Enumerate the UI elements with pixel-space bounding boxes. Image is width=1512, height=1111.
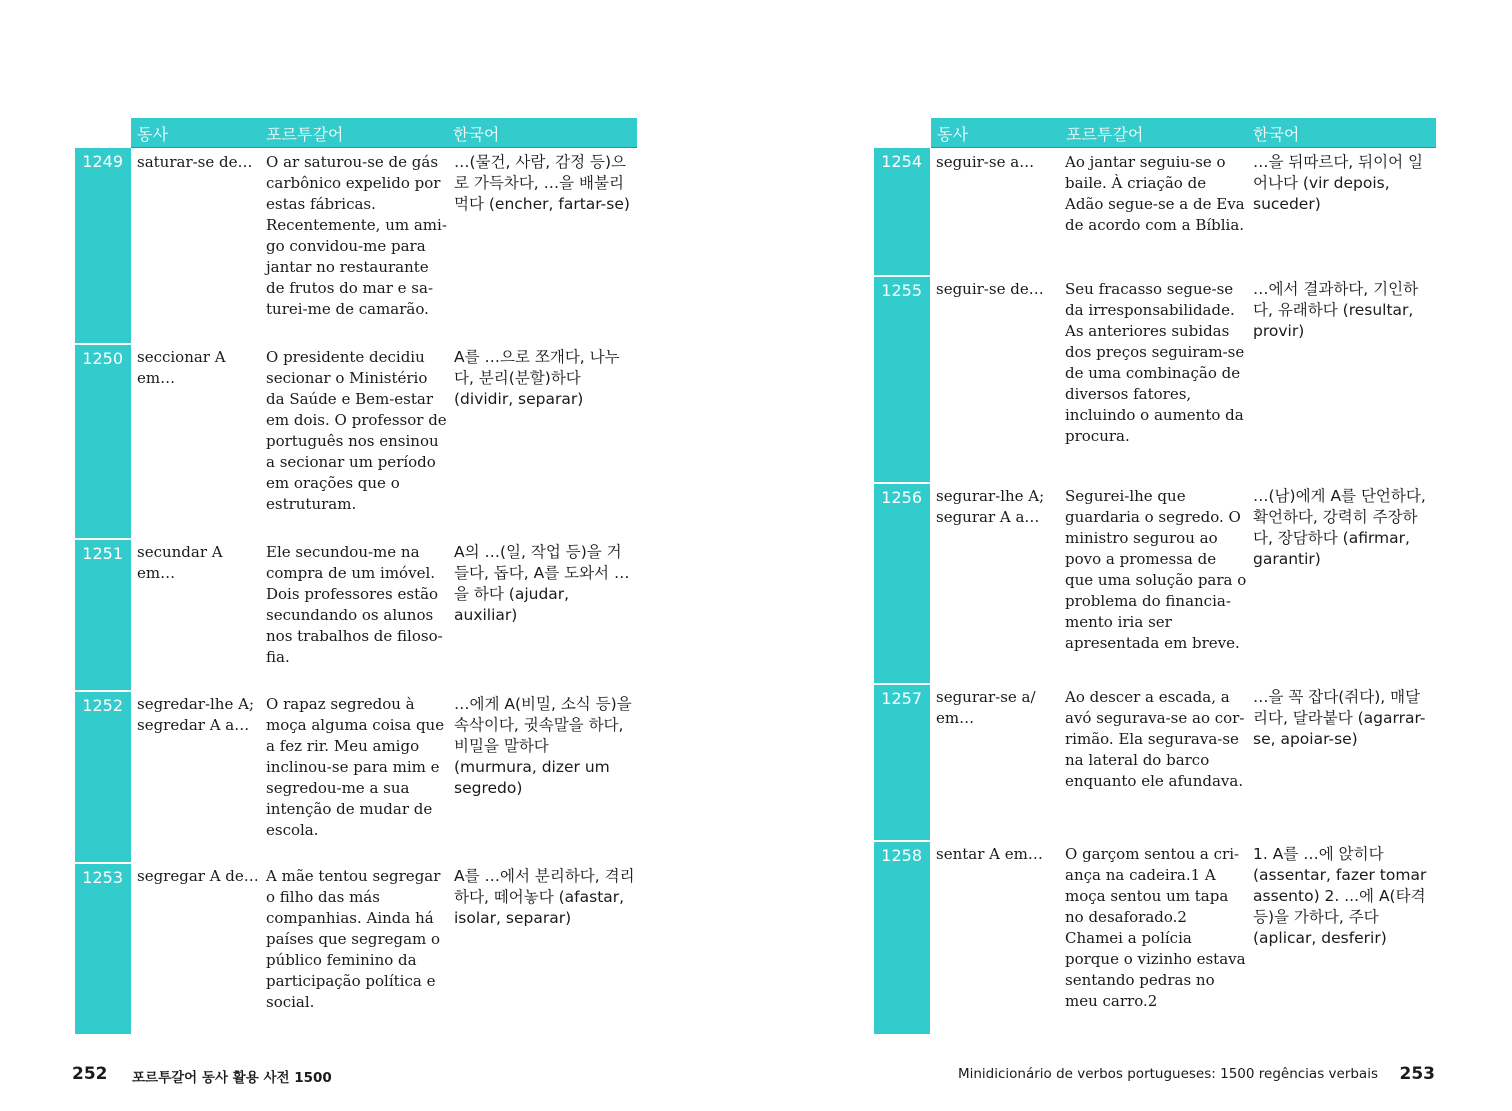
- entry-korean: …(남)에게 A를 단언하다, 확언하다, 강력히 주장하다, 장담하다 (afirmar, garantir): [1253, 487, 1426, 568]
- entry-verb: segurar-se a/ em…: [936, 688, 1036, 727]
- entry-number: 1258: [881, 846, 922, 865]
- entry-row: [75, 343, 637, 538]
- entry-example: Ao jantar seguiu-se o baile. À criação de Adão segue-se a de Eva de acordo com a Bíblia.: [1065, 153, 1245, 234]
- entry-number-cell: [874, 482, 930, 683]
- entry-example: A mãe tentou segregar o filho das más companhias. Ainda há países que segregam o público feminino da participação política e social.: [266, 867, 441, 1011]
- entry-korean: A를 …으로 쪼개다, 나누다, 분리(분할)하다 (dividir, separar): [454, 348, 620, 408]
- entry-number: 1256: [881, 488, 922, 507]
- entry-row: [874, 148, 1436, 275]
- entry-example: Seu fracasso segue-se da irresponsabilidade. As anteriores subidas dos preços seguiram-se de uma combinação de diversos fatores, incluindo o aumento da procura.: [1065, 280, 1245, 445]
- entry-verb: segredar-lhe A; segredar A a…: [137, 695, 254, 734]
- entry-number-cell: [874, 840, 930, 1034]
- entry-example: O presidente decidiu secionar o Ministério da Saúde e Bem-estar em dois. O professor de português nos ensinou a secionar um período em orações que o estruturam.: [266, 348, 447, 513]
- header-portuguese: 포르투갈어: [266, 125, 344, 144]
- entry-row: [75, 538, 637, 690]
- entry-number-cell: [75, 538, 131, 690]
- entry-row: [75, 690, 637, 862]
- entry-verb: seguir-se a…: [936, 153, 1035, 171]
- entry-number: 1255: [881, 281, 922, 300]
- entry-number: 1249: [82, 152, 123, 171]
- entry-number-cell: [874, 275, 930, 482]
- book-title: Minidicionário de verbos portugueses: 1500 regências verbais: [957, 1066, 1378, 1082]
- table-header: [931, 118, 1436, 148]
- entry-korean: …을 뒤따르다, 뒤이어 일어나다 (vir depois, suceder): [1253, 153, 1423, 213]
- entry-verb: secundar A em…: [137, 543, 223, 582]
- entry-row: [874, 840, 1436, 1034]
- entry-korean: …(물건, 사람, 감정 등)으로 가득차다, …을 배불리 먹다 (encher, fartar-se): [454, 153, 630, 213]
- entry-number: 1252: [82, 696, 123, 715]
- entry-example: O rapaz segredou à moça alguma coisa que a fez rir. Meu amigo inclinou-se para mim e segredou-me a sua intenção de mudar de escola.: [266, 695, 445, 839]
- entry-row: [75, 148, 637, 343]
- header-korean: 한국어: [453, 125, 500, 144]
- header-verb: 동사: [137, 125, 168, 144]
- entry-table: [75, 148, 637, 1034]
- entry-number: 1254: [881, 152, 922, 171]
- entry-row: [874, 275, 1436, 482]
- entry-number: 1251: [82, 544, 123, 563]
- entry-verb: saturar-se de…: [137, 153, 253, 171]
- entry-example: O garçom sentou a criança na cadeira.1 A moça sentou um tapa no desaforado.2 Chamei a polícia porque o vizinho estava sentando pedras no meu carro.2: [1065, 845, 1246, 1010]
- entry-number-cell: [75, 148, 131, 343]
- book-title: 포르투갈어 동사 활용 사전 1500: [132, 1070, 332, 1086]
- entry-korean: …에서 결과하다, 기인하다, 유래하다 (resultar, provir): [1253, 280, 1419, 340]
- entry-row: [874, 683, 1436, 840]
- entry-number-cell: [874, 683, 930, 840]
- entry-number-cell: [874, 148, 930, 275]
- entry-korean: …에게 A(비밀, 소식 등)을 속삭이다, 귓속말을 하다, 비밀을 말하다 (murmura, dizer um segredo): [454, 695, 632, 797]
- entry-korean: …을 꼭 잡다(쥐다), 매달리다, 달라붙다 (agarrar-se, apoiar-se): [1253, 688, 1426, 748]
- page-number: 252: [72, 1064, 108, 1084]
- entry-verb: segregar A de…: [137, 867, 259, 885]
- header-korean: 한국어: [1253, 125, 1300, 144]
- entry-korean: A를 …에서 분리하다, 격리하다, 떼어놓다 (afastar, isolar, separar): [454, 867, 635, 927]
- entry-example: Ao descer a escada, a avó segurava-se ao corrimão. Ela segurava-se na lateral do barco enquanto ele afundava.: [1065, 688, 1245, 790]
- right-page: [756, 0, 1512, 1111]
- header-portuguese: 포르투갈어: [1066, 125, 1144, 144]
- page-number: 253: [1399, 1064, 1435, 1084]
- entry-example: Ele secundou-me na compra de um imóvel. Dois professores estão secundando os alunos nos trabalhos de filosofia.: [266, 543, 443, 666]
- entry-number: 1253: [82, 868, 123, 887]
- entry-table: [874, 148, 1436, 1034]
- entry-number: 1250: [82, 349, 123, 368]
- entry-verb: segurar-lhe A; segurar A a…: [936, 487, 1045, 526]
- entry-row: [75, 862, 637, 1034]
- entry-verb: seccionar A em…: [137, 348, 226, 387]
- entry-number-cell: [75, 690, 131, 862]
- entry-number: 1257: [881, 689, 922, 708]
- entry-verb: seguir-se de…: [936, 280, 1044, 298]
- entry-number-cell: [75, 343, 131, 538]
- entry-korean: A의 …(일, 작업 등)을 거들다, 돕다, A를 도와서 …을 하다 (ajudar, auxiliar): [454, 543, 630, 624]
- header-verb: 동사: [937, 125, 968, 144]
- entry-korean: 1. A를 …에 앉히다 (assentar, fazer tomar assento) 2. ...에 A(타격 등)을 가하다, 주다 (aplicar, desferir): [1253, 845, 1427, 947]
- entry-verb: sentar A em…: [936, 845, 1043, 863]
- entry-row: [874, 482, 1436, 683]
- table-header: [131, 118, 637, 148]
- entry-number-cell: [75, 862, 131, 1034]
- entry-example: O ar saturou-se de gás carbônico expelido por estas fábricas. Recentemente, um amigo convidou-me para jantar no restaurante de frutos do mar e saturei-me de camarão.: [266, 153, 447, 318]
- entry-example: Segurei-lhe que guardaria o segredo. O ministro segurou ao povo a promessa de que uma solução para o problema do financiamento iria ser apresentada em breve.: [1065, 487, 1247, 652]
